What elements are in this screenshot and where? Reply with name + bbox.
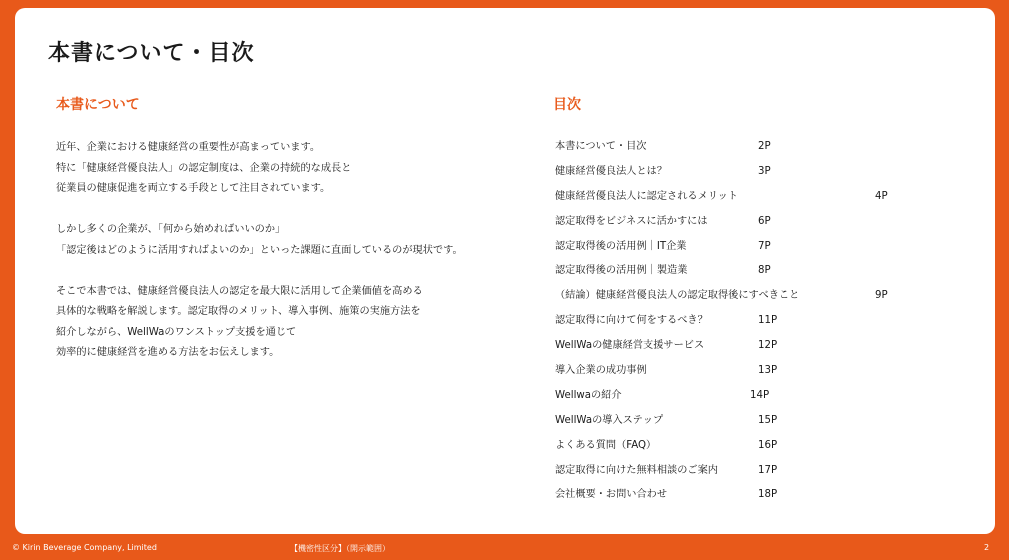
toc-item-page: 6P [758,215,771,227]
toc-item[interactable] [555,309,955,334]
footer-confidentiality: 【機密性区分】（開示範囲） [290,544,390,553]
toc-heading: 目次 [553,97,581,113]
toc-item-page: 15P [758,414,778,426]
toc-item[interactable] [555,409,955,434]
toc-item-title: 認定取得に向けた無料相談のご案内 [555,464,718,476]
toc-item-title: WellWaの導入ステップ [555,414,664,426]
paragraph-gap [56,261,526,282]
toc-item-page: 2P [758,141,771,152]
toc-item-title: （結論）健康経営優良法人の認定取得後にすべきこと [555,290,800,302]
toc-item[interactable] [555,135,955,160]
about-text [56,138,526,364]
toc-item-page: 13P [758,365,778,377]
slide-card [15,8,995,534]
toc-item-title: 導入企業の成功事例 [555,365,647,377]
toc-item-title: 認定取得後の活用例｜製造業 [555,265,688,277]
about-paragraph-line: 従業員の健康促進を両立する手段として注目されています。 [56,183,331,194]
toc-item-title: 認定取得後の活用例｜IT企業 [555,240,687,252]
about-paragraph-line: 紹介しながら、WellWaのワンストップ支援を通じて [56,326,297,338]
footer-copyright: © Kirin Beverage Company, Limited [12,543,157,552]
about-heading: 本書について [56,97,140,113]
about-paragraph-line: しかし多くの企業が、「何から始めればいいのか」 [56,224,286,235]
footer-page-number: 2 [984,543,990,552]
toc-item-title: 本書について・目次 [555,141,647,152]
toc-item[interactable] [555,160,955,185]
about-paragraph-line: 「認定後はどのように活用すればよいのか」といった課題に直面しているのが現状です。 [56,244,463,256]
toc-item-page: 11P [758,315,778,327]
toc-item-page: 8P [758,265,771,277]
toc-item[interactable] [555,483,955,508]
toc-item-title: 健康経営優良法人とは？ [555,165,668,177]
toc-item[interactable] [555,210,955,235]
toc-item[interactable] [555,434,955,459]
toc-item-title: よくある質問（FAQ） [555,439,657,451]
toc-item-page: 17P [758,464,778,476]
toc-item[interactable] [555,359,955,384]
toc-item-title: 認定取得をビジネスに活かすには [555,215,708,227]
toc-item[interactable] [555,185,955,210]
about-paragraph-line: そこで本書では、健康経営優良法人の認定を最大限に活用して企業価値を高める [56,285,423,297]
about-paragraph-line: 近年、企業における健康経営の重要性が高まっています。 [56,142,321,153]
paragraph-gap [56,200,526,221]
about-paragraph-line: 特に「健康経営優良法人」の認定制度は、企業の持続的な成長と [56,162,352,174]
toc-item-page: 12P [758,340,778,352]
toc-item-title: 会社概要・お問い合わせ [555,489,668,501]
toc-item-page: 4P [875,190,888,202]
toc-item[interactable] [555,259,955,284]
toc-item-title: 認定取得に向けて何をするべき？ [555,315,708,327]
toc-item-page: 16P [758,439,778,451]
about-paragraph-line: 具体的な戦略を解説します。認定取得のメリット、導入事例、施策の実施方法を [56,306,421,317]
toc-item-page: 7P [758,240,771,252]
toc-item-page: 9P [875,290,888,302]
toc-list [555,135,955,508]
toc-item-page: 3P [758,165,771,177]
toc-item[interactable] [555,384,955,409]
toc-item-title: 健康経営優良法人に認定されるメリット [555,190,738,202]
toc-item-title: WellWaの健康経営支援サービス [555,340,705,352]
toc-item-title: Wellwaの紹介 [555,389,622,401]
page-title: 本書について・目次 [48,41,255,66]
toc-item-page: 14P [750,389,770,401]
toc-item[interactable] [555,334,955,359]
toc-item-page: 18P [758,489,778,501]
toc-item[interactable] [555,235,955,260]
toc-item[interactable] [555,459,955,484]
about-paragraph-line: 効率的に健康経営を進める方法をお伝えします。 [56,347,280,358]
toc-item[interactable] [555,284,955,309]
